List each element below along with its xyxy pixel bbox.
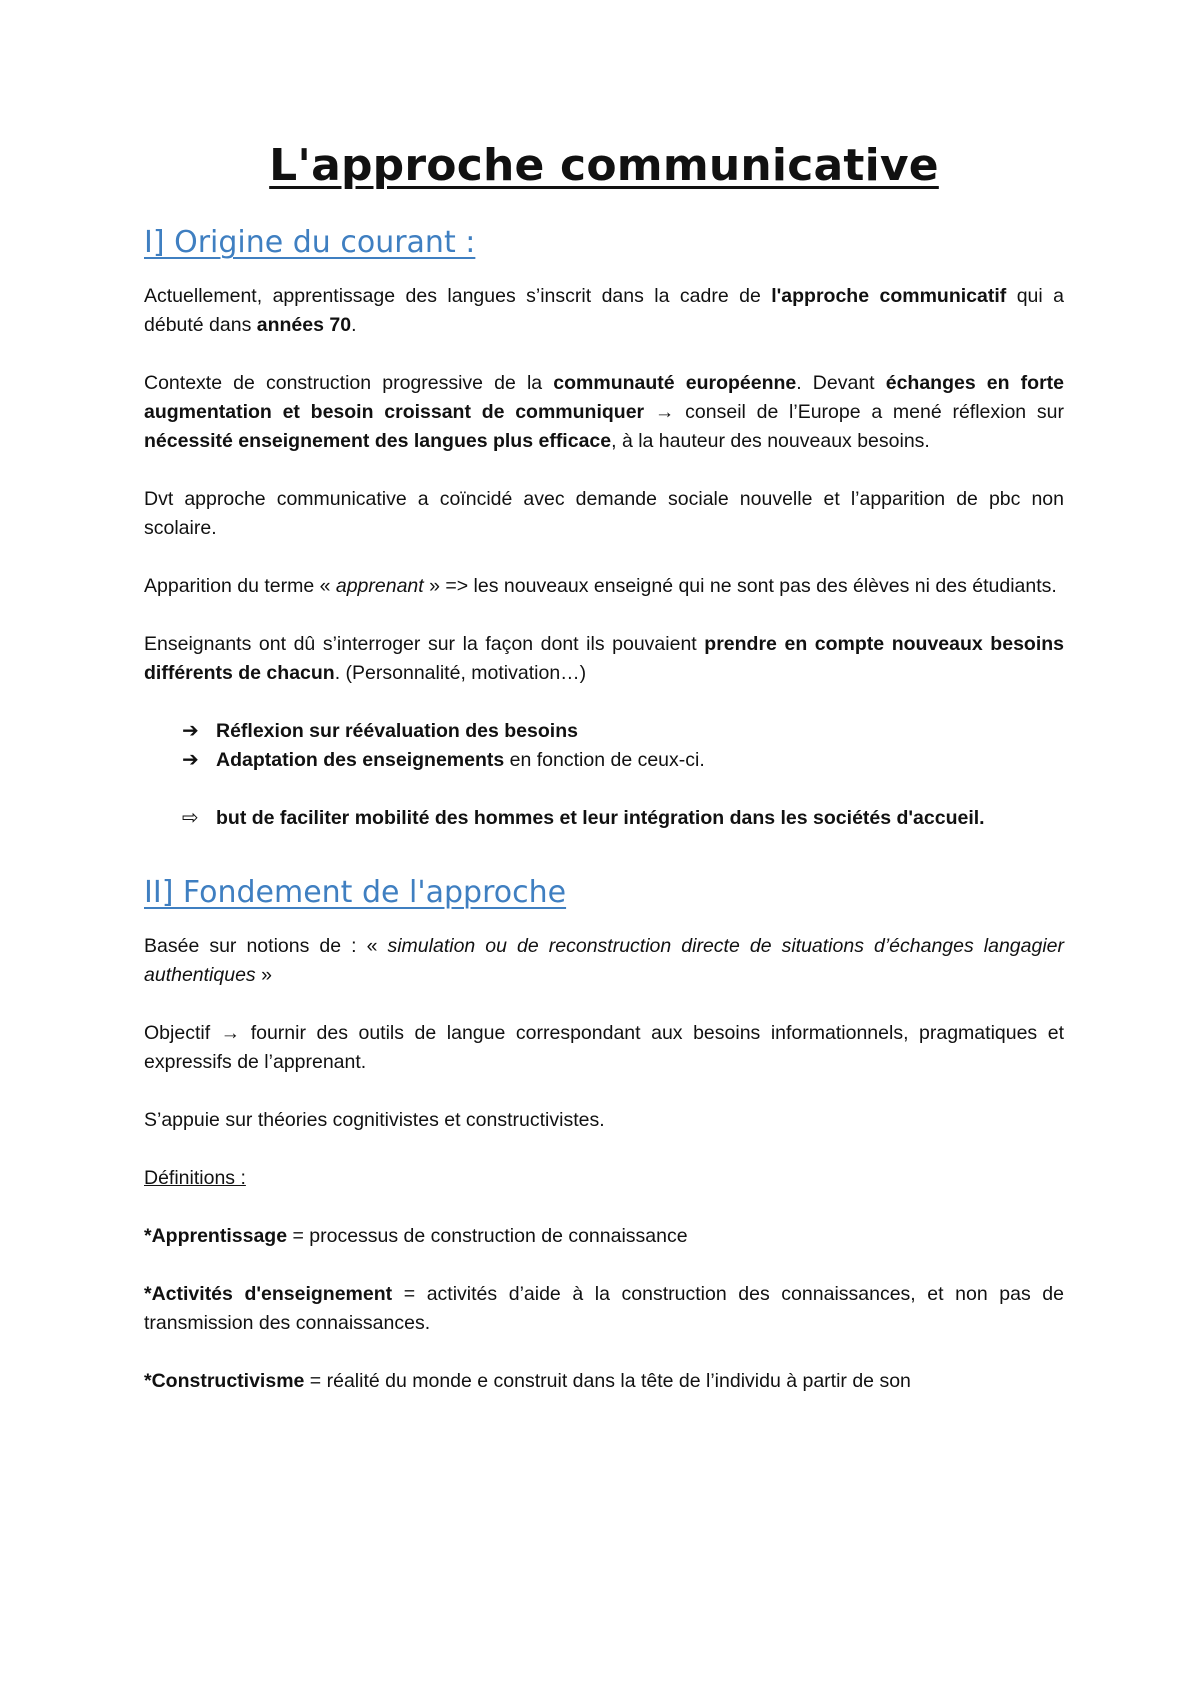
- paragraph-objectif: Objectif → fournir des outils de langue correspondant aux besoins informationnels, pragmatiques et expressifs de l’apprenant.: [144, 1022, 1064, 1073]
- paragraph-s-appuie: S’appuie sur théories cognitivistes et constructivistes.: [144, 1109, 605, 1131]
- definitions-label: Définitions :: [144, 1167, 246, 1189]
- list-item: ➔ Adaptation des enseignements en fonction de ceux-ci.: [182, 746, 1064, 775]
- section-heading-fondement: II] Fondement de l'approche: [144, 875, 567, 910]
- paragraph-actuellement: Actuellement, apprentissage des langues s’inscrit dans la cadre de l'approche communicatif qui a débuté dans années 70.: [144, 285, 1064, 336]
- list-item: ➔ Réflexion sur réévaluation des besoins: [182, 717, 1064, 746]
- definition-apprentissage: *Apprentissage = processus de construction de connaissance: [144, 1225, 688, 1247]
- document-title: L'approche communicative: [269, 140, 939, 191]
- arrow-right-icon: ➔: [182, 720, 199, 742]
- paragraph-basee-sur-notions: Basée sur notions de : « simulation ou de reconstruction directe de situations d’échanges langagier authentiques »: [144, 935, 1065, 986]
- list-item: ⇨ but de faciliter mobilité des hommes et leur intégration dans les sociétés d'accueil.: [182, 804, 1064, 833]
- outline-arrow-right-icon: ⇨: [182, 807, 199, 829]
- section-heading-origine: I] Origine du courant :: [144, 225, 476, 260]
- paragraph-enseignants: Enseignants ont dû s’interroger sur la façon dont ils pouvaient prendre en compte nouveaux besoins différents de chacun. (Personnalité, motivation…): [144, 633, 1064, 684]
- paragraph-apparition-terme: Apparition du terme « apprenant » => les nouveaux enseigné qui ne sont pas des élèves ni des étudiants.: [144, 575, 1057, 597]
- paragraph-dvt-approche: Dvt approche communicative a coïncidé avec demande sociale nouvelle et l’apparition de pbc non scolaire.: [144, 488, 1064, 539]
- arrow-bullet-list: [144, 717, 1064, 775]
- conclusion-list: [144, 804, 1064, 833]
- definition-constructivisme: *Constructivisme = réalité du monde e construit dans la tête de l’individu à partir de son: [144, 1370, 911, 1392]
- definitions-label-paragraph: [144, 1164, 1064, 1193]
- paragraph-contexte: Contexte de construction progressive de la communauté européenne. Devant échanges en forte augmentation et besoin croissant de communiquer → conseil de l’Europe a mené réflexion sur nécessité enseignement des langues plus efficace, à la hauteur des nouveaux besoins.: [144, 372, 1065, 452]
- definition-activites-enseignement: *Activités d'enseignement = activités d’aide à la construction des connaissances, et non pas de transmission des connaissances.: [144, 1283, 1064, 1334]
- arrow-right-icon: ➔: [182, 749, 199, 771]
